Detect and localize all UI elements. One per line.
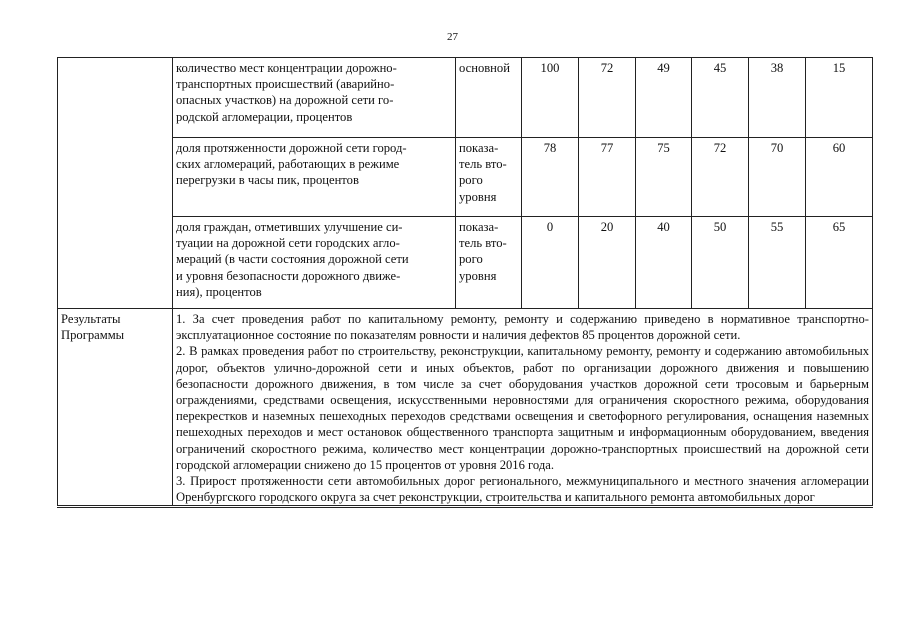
value-cell: 72 (692, 138, 749, 217)
indicator-label: доля граждан, отметивших улучшение си- туации на дорожной сети городских агло- мераций (в части состояния дорожной сети и уровня безопасности дорожного движе- ния), процентов (173, 217, 456, 309)
value-cell: 20 (579, 217, 636, 309)
value-cell: 65 (806, 217, 873, 309)
indicator-label: доля протяженности дорожной сети город- ских агломераций, работающих в режиме перегрузки в часы пик, процентов (173, 138, 456, 217)
empty-section-cell (58, 58, 173, 309)
value-cell: 40 (636, 217, 692, 309)
value-cell: 77 (579, 138, 636, 217)
value-cell: 15 (806, 58, 873, 138)
indicator-level: основной (456, 58, 522, 138)
value-cell: 0 (522, 217, 579, 309)
value-cell: 60 (806, 138, 873, 217)
table-row (58, 58, 873, 138)
indicator-label: количество мест концентрации дорожно- транспортных происшествий (аварийно- опасных участков) на дорожной сети го- родской агломерации, процентов (173, 58, 456, 138)
indicator-level: показа- тель вто- рого уровня (456, 138, 522, 217)
results-text (173, 309, 873, 507)
value-cell: 49 (636, 58, 692, 138)
indicator-level: показа- тель вто- рого уровня (456, 217, 522, 309)
value-cell: 38 (749, 58, 806, 138)
page-number: 27 (447, 31, 458, 43)
results-paragraph-3: 3. Прирост протяженности сети автомобильных дорог регионального, межмуниципального и местного значения агломерации Оренбургского городского округа за счет реконструкции, строительства и капитального ремонта автомобильных дорог (176, 474, 869, 505)
table-row (58, 138, 873, 217)
results-paragraph-1: 1. За счет проведения работ по капитальному ремонту, ремонту и содержанию приведено в нормативное транспортно-эксплуатационное состояние по показателям ровности и наличия дефектов 85 процентов дорожной сети. (176, 312, 869, 343)
value-cell: 100 (522, 58, 579, 138)
value-cell: 55 (749, 217, 806, 309)
value-cell: 75 (636, 138, 692, 217)
indicators-table (57, 57, 873, 508)
table-row (58, 217, 873, 309)
value-cell: 72 (579, 58, 636, 138)
value-cell: 70 (749, 138, 806, 217)
results-row (58, 309, 873, 507)
value-cell: 50 (692, 217, 749, 309)
value-cell: 45 (692, 58, 749, 138)
results-heading: Результаты Программы (58, 309, 173, 507)
value-cell: 78 (522, 138, 579, 217)
results-paragraph-2: 2. В рамках проведения работ по строительству, реконструкции, капитальному ремонту, ремонту и содержанию автомобильных дорог, объектов улично-дорожной сети и иных объектов, работ по организации дорожного движения и повышению безопасности дорожного движения, в том числе за счет оборудования участков дорожной сети тросовым и барьерным ограждениями, средствами освещения, искусственными неровностями для ограничения скоростного режима, оборудования перекрестков и наземных пешеходных переходов средствами освещения и светофорного регулирования, оснащения наземных пешеходных переходов и мест остановок общественного транспорта защитным и информационным оборудованием, введения ограничений скоростного режима, количество мест концентрации дорожно-транспортных происшествий на дорожной сети городской агломерации снижено до 15 процентов от уровня 2016 года. (176, 344, 869, 472)
